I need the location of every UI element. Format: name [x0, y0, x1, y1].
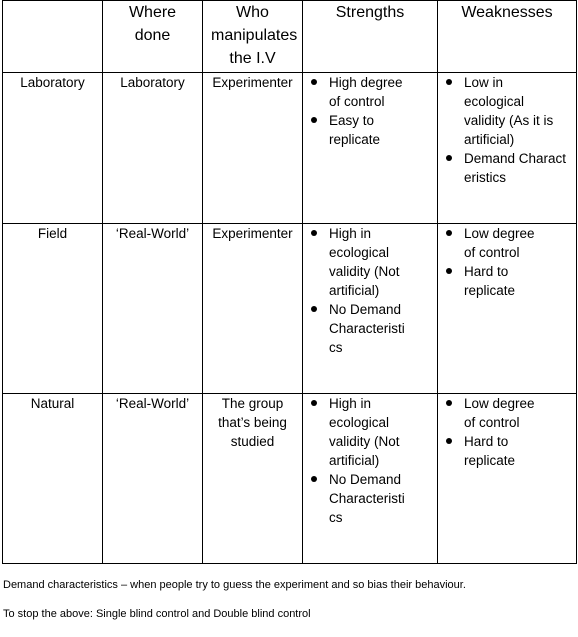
demand-characteristics-note: Demand characteristics – when people try to guess the experiment and so bias their behaviour.: [3, 579, 466, 591]
list-item: No Demand Characteristics: [329, 300, 411, 357]
experiment-types-table: [2, 0, 577, 564]
strengths-list: [303, 394, 411, 527]
strengths-cell: [303, 73, 438, 224]
strengths-list: [303, 73, 415, 149]
weaknesses-cell: [438, 73, 577, 224]
list-item: Easy to replicate: [329, 111, 415, 149]
strengths-list: [303, 224, 411, 357]
list-item: Low degree of control: [464, 394, 542, 432]
weaknesses-list: [438, 394, 542, 470]
experiment-type-cell: Natural: [3, 394, 103, 564]
who-manipulates-cell: The group that’s being studied: [203, 394, 303, 564]
header-blank: [3, 1, 103, 73]
blind-control-note: To stop the above: Single blind control and Double blind control: [3, 608, 311, 620]
where-done-cell: Laboratory: [103, 73, 203, 224]
table-row: [3, 394, 577, 564]
strengths-cell: [303, 394, 438, 564]
table-row: [3, 224, 577, 394]
table-row: [3, 73, 577, 224]
list-item: High in ecological validity (Not artificial): [329, 224, 411, 300]
where-done-cell: ‘Real-World’: [103, 224, 203, 394]
list-item: Hard to replicate: [464, 262, 542, 300]
list-item: Low degree of control: [464, 224, 542, 262]
header-strengths: Strengths: [303, 1, 438, 73]
list-item: Demand Characteristics: [464, 149, 570, 187]
header-row: [3, 1, 577, 73]
weaknesses-cell: [438, 394, 577, 564]
experiment-type-cell: Field: [3, 224, 103, 394]
who-manipulates-cell: Experimenter: [203, 224, 303, 394]
experiment-type-cell: Laboratory: [3, 73, 103, 224]
header-weaknesses: Weaknesses: [438, 1, 577, 73]
header-who-manipulates: Who manipulates the I.V: [203, 1, 303, 73]
list-item: Hard to replicate: [464, 432, 542, 470]
who-manipulates-cell: Experimenter: [203, 73, 303, 224]
where-done-cell: ‘Real-World’: [103, 394, 203, 564]
header-where-done: Where done: [103, 1, 203, 73]
weaknesses-cell: [438, 224, 577, 394]
strengths-cell: [303, 224, 438, 394]
list-item: High degree of control: [329, 73, 415, 111]
weaknesses-list: [438, 224, 542, 300]
weaknesses-list: [438, 73, 570, 187]
list-item: Low in ecological validity (As it is artificial): [464, 73, 570, 149]
list-item: High in ecological validity (Not artificial): [329, 394, 411, 470]
list-item: No Demand Characteristics: [329, 470, 411, 527]
